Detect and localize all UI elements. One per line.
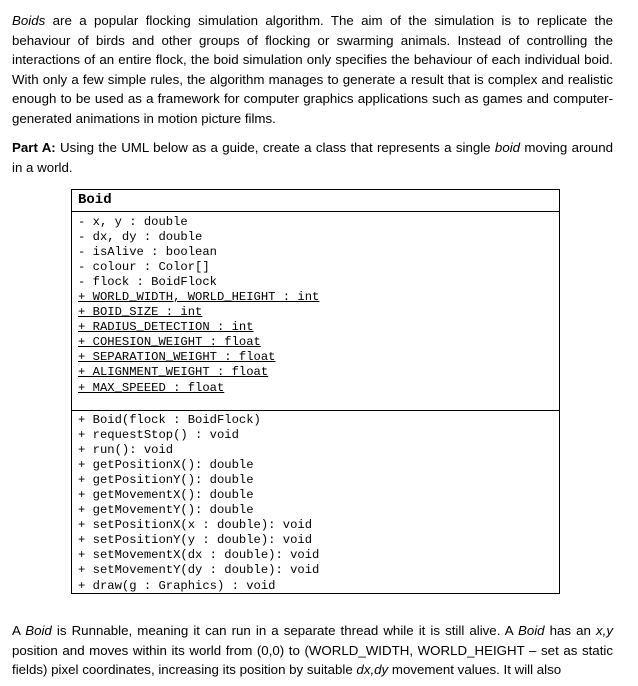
- uml-method: + setMovementY(dy : double): void: [78, 563, 320, 578]
- intro-boids-term: Boids: [12, 13, 46, 28]
- uml-static-attribute: + SEPARATION_WEIGHT : float: [78, 350, 276, 365]
- intro-text: are a popular flocking simulation algorithm. The aim of the simulation is to replicate the behaviour of birds and other groups of flocking or swarming animals. Instead of controlling the interactions of an entire flock, the boid simulation only specifies the behaviour of each individual boid. With only a few simple rules, the algorithm manages to generate a result that is complex and realistic enough to be used as a framework for computer graphics applications such as games and computer-generated animations in motion picture films.: [12, 13, 613, 126]
- uml-static-attribute: + WORLD_WIDTH, WORLD_HEIGHT : int: [78, 290, 320, 305]
- uml-static-attribute: + BOID_SIZE : int: [78, 305, 203, 320]
- uml-method: + setPositionX(x : double): void: [78, 518, 313, 533]
- uml-method: + getPositionX(): double: [78, 458, 254, 473]
- desc-xy-term: x,y: [596, 623, 614, 638]
- uml-methods: [72, 411, 559, 594]
- uml-method: + getMovementY(): double: [78, 503, 254, 518]
- desc-dxdy-term: dx,dy: [356, 662, 389, 677]
- uml-static-attribute: + COHESION_WEIGHT : float: [78, 335, 261, 350]
- uml-attribute: - x, y : double: [78, 215, 188, 229]
- uml-attribute: - flock : BoidFlock: [78, 275, 217, 290]
- part-a-text-1: Using the UML below as a guide, create a class that represents a single: [55, 140, 495, 155]
- desc-text-4: position and moves within its world from (0,0) to (WORLD_WIDTH, WORLD_HEIGHT – set as static fields) pixel coordinates, increasing its position by suitable: [12, 642, 613, 677]
- uml-method: + run(): void: [78, 443, 174, 458]
- desc-boid-term-1: Boid: [25, 623, 52, 638]
- uml-method: + setMovementX(dx : double): void: [78, 548, 320, 563]
- uml-method: + Boid(flock : BoidFlock): [78, 413, 261, 427]
- uml-class-diagram: [71, 189, 560, 594]
- desc-boid-term-2: Boid: [517, 623, 545, 638]
- uml-method: + getPositionY(): double: [78, 473, 254, 488]
- uml-method: + requestStop() : void: [78, 428, 239, 443]
- desc-text-2: is Runnable, meaning it can run in a separate thread while it is still alive. A: [51, 623, 518, 638]
- uml-method: + draw(g : Graphics) : void: [78, 578, 276, 593]
- part-a-boid-term: boid: [494, 140, 521, 155]
- uml-attributes: [72, 212, 559, 411]
- desc-text-3: has an: [544, 623, 597, 638]
- uml-static-attribute: + RADIUS_DETECTION : int: [78, 320, 254, 335]
- uml-attribute: - dx, dy : double: [78, 230, 203, 245]
- uml-method: + setPositionY(y : double): void: [78, 533, 313, 548]
- part-a-text-2: moving around in a world.: [12, 140, 613, 175]
- intro-paragraph: [12, 11, 613, 128]
- desc-text-1: A: [12, 623, 26, 638]
- uml-attribute: - isAlive : boolean: [78, 245, 217, 260]
- description-paragraph: [12, 621, 613, 680]
- desc-text-5: movement values. It will also: [388, 662, 562, 677]
- uml-class-name: Boid: [72, 190, 559, 212]
- part-a-label: Part A:: [12, 140, 56, 155]
- uml-method: + getMovementX(): double: [78, 488, 254, 503]
- part-a-paragraph: [12, 138, 613, 177]
- uml-attribute: - colour : Color[]: [78, 260, 210, 275]
- uml-static-attribute: + MAX_SPEEED : float: [78, 380, 225, 395]
- uml-static-attribute: + ALIGNMENT_WEIGHT : float: [78, 365, 269, 380]
